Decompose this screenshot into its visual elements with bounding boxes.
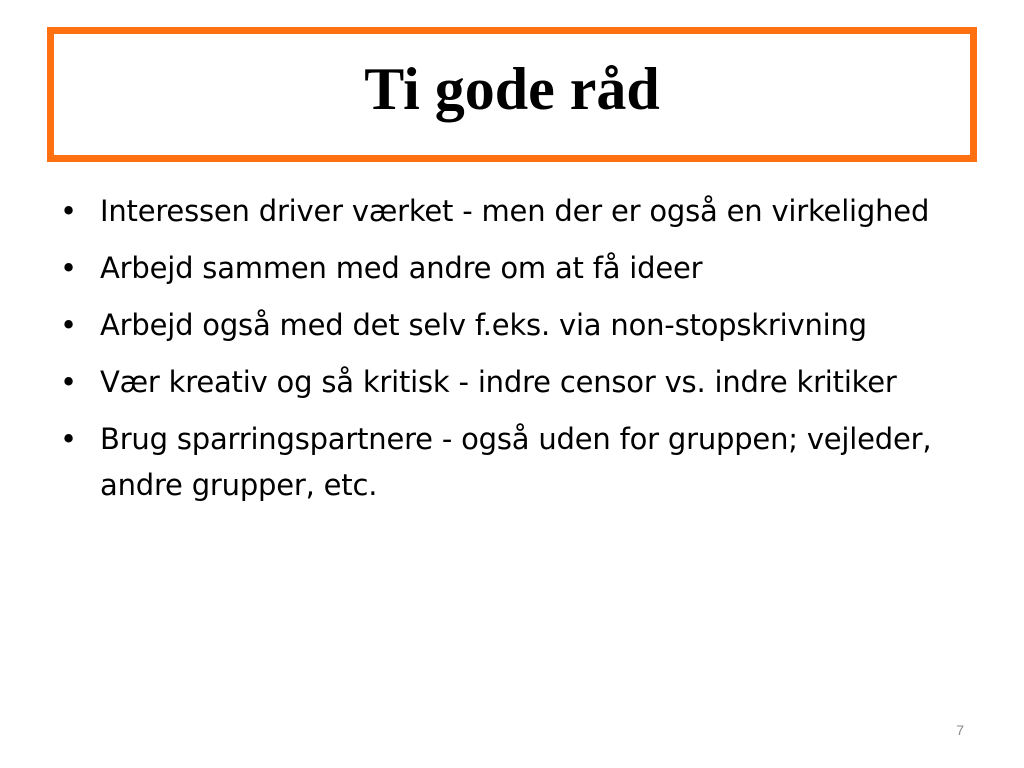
bullet-list bbox=[58, 188, 968, 519]
bullet-text: Interessen driver værket - men der er også en virkelighed bbox=[100, 194, 930, 228]
bullet-item bbox=[58, 302, 968, 348]
slide-title: Ti gode råd bbox=[364, 55, 660, 122]
bullet-item bbox=[58, 245, 968, 291]
bullet-text: Arbejd også med det selv f.eks. via non-stopskrivning bbox=[100, 308, 867, 342]
bullet-icon: • bbox=[60, 194, 77, 228]
bullet-icon: • bbox=[60, 365, 77, 399]
title-box bbox=[47, 27, 977, 162]
bullet-text: Brug sparringspartnere - også uden for gruppen; vejleder, andre grupper, etc. bbox=[100, 422, 932, 502]
bullet-text: Vær kreativ og så kritisk - indre censor vs. indre kritiker bbox=[100, 365, 897, 399]
bullet-item bbox=[58, 359, 968, 405]
bullet-item bbox=[58, 188, 968, 234]
bullet-text: Arbejd sammen med andre om at få ideer bbox=[100, 251, 703, 285]
bullet-icon: • bbox=[60, 251, 77, 285]
bullet-item bbox=[58, 416, 968, 508]
page-number: 7 bbox=[956, 722, 964, 738]
bullet-icon: • bbox=[60, 422, 77, 456]
bullet-icon: • bbox=[60, 308, 77, 342]
